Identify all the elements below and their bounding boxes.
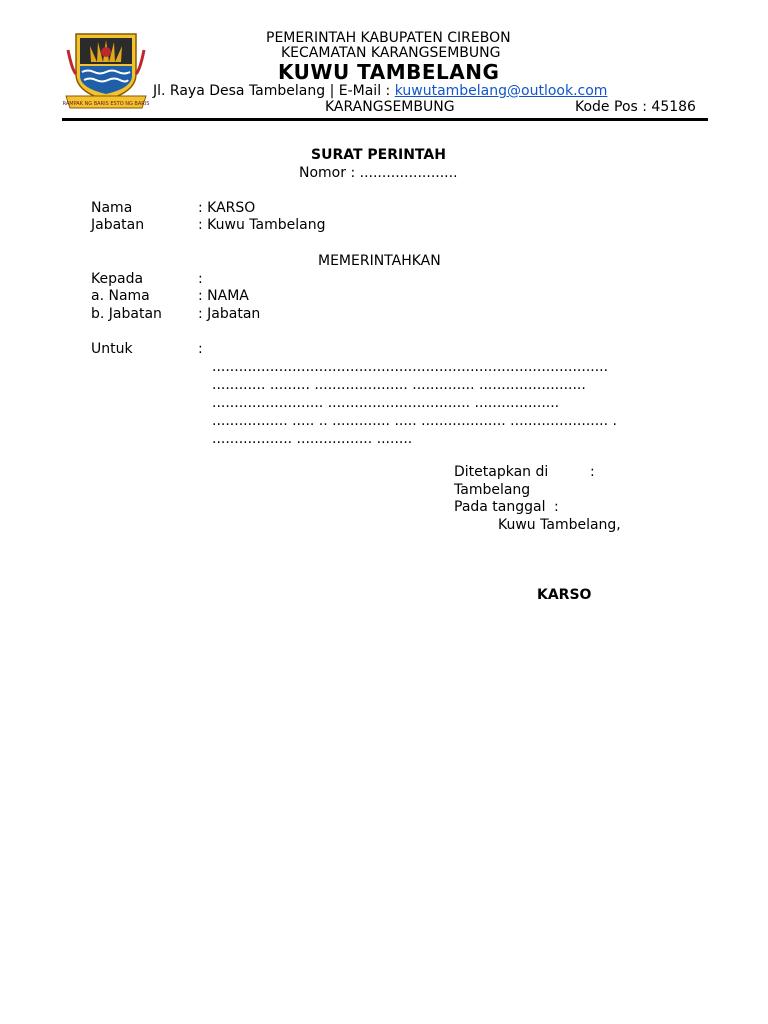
established-colon: :	[590, 464, 595, 480]
letterhead-postal: Kode Pos : 45186	[575, 99, 696, 115]
purpose-line: ............ ......... ..................... .............. ........................	[212, 377, 586, 393]
date-label: Pada tanggal	[454, 499, 546, 515]
recipient-position-label: b. Jabatan	[91, 306, 162, 322]
purpose-line: ................. ..... .. ............. ..... ................... ...................... .	[212, 413, 617, 429]
purpose-label: Untuk	[91, 341, 133, 357]
command-heading: MEMERINTAHKAN	[318, 253, 441, 269]
date-colon: :	[554, 499, 559, 515]
issuer-position-value: : Kuwu Tambelang	[198, 217, 326, 233]
issuer-name-value: : KARSO	[198, 200, 256, 216]
established-label: Ditetapkan di	[454, 464, 549, 480]
signatory-role: Kuwu Tambelang,	[498, 517, 621, 533]
letterhead-title: KUWU TAMBELANG	[278, 60, 500, 84]
established-place: Tambelang	[454, 482, 531, 498]
document-number: Nomor : ......................	[299, 165, 458, 181]
recipient-name-label: a. Nama	[91, 288, 150, 304]
recipient-to-label: Kepada	[91, 271, 144, 287]
recipient-position-value: : Jabatan	[198, 306, 261, 322]
issuer-name-label: Nama	[91, 200, 133, 216]
issuer-position-label: Jabatan	[91, 217, 145, 233]
purpose-line: .................. ................. ........	[212, 431, 413, 447]
document-title: SURAT PERINTAH	[311, 147, 446, 163]
recipient-to-value: :	[198, 271, 203, 287]
address-text: Jl. Raya Desa Tambelang | E-Mail :	[153, 83, 395, 99]
purpose-line: .........................................................................................	[212, 359, 609, 375]
letterhead-address	[153, 83, 607, 99]
recipient-name-value: : NAMA	[198, 288, 249, 304]
letterhead-line-1: PEMERINTAH KABUPATEN CIREBON	[266, 30, 511, 46]
email-link[interactable]: kuwutambelang@outlook.com	[394, 83, 608, 99]
letterhead-line-2: KECAMATAN KARANGSEMBUNG	[281, 45, 501, 61]
letterhead-city: KARANGSEMBUNG	[325, 99, 455, 115]
regency-logo	[62, 30, 150, 112]
regency-emblem-icon	[62, 30, 150, 112]
purpose-line: ......................... ................................ ...................	[212, 395, 560, 411]
signatory-name: KARSO	[537, 587, 592, 603]
logo-motto: RAMPAK NG BARIS ESTO NG BARIS	[62, 101, 150, 107]
letterhead-divider	[62, 118, 708, 121]
purpose-colon: :	[198, 341, 203, 357]
